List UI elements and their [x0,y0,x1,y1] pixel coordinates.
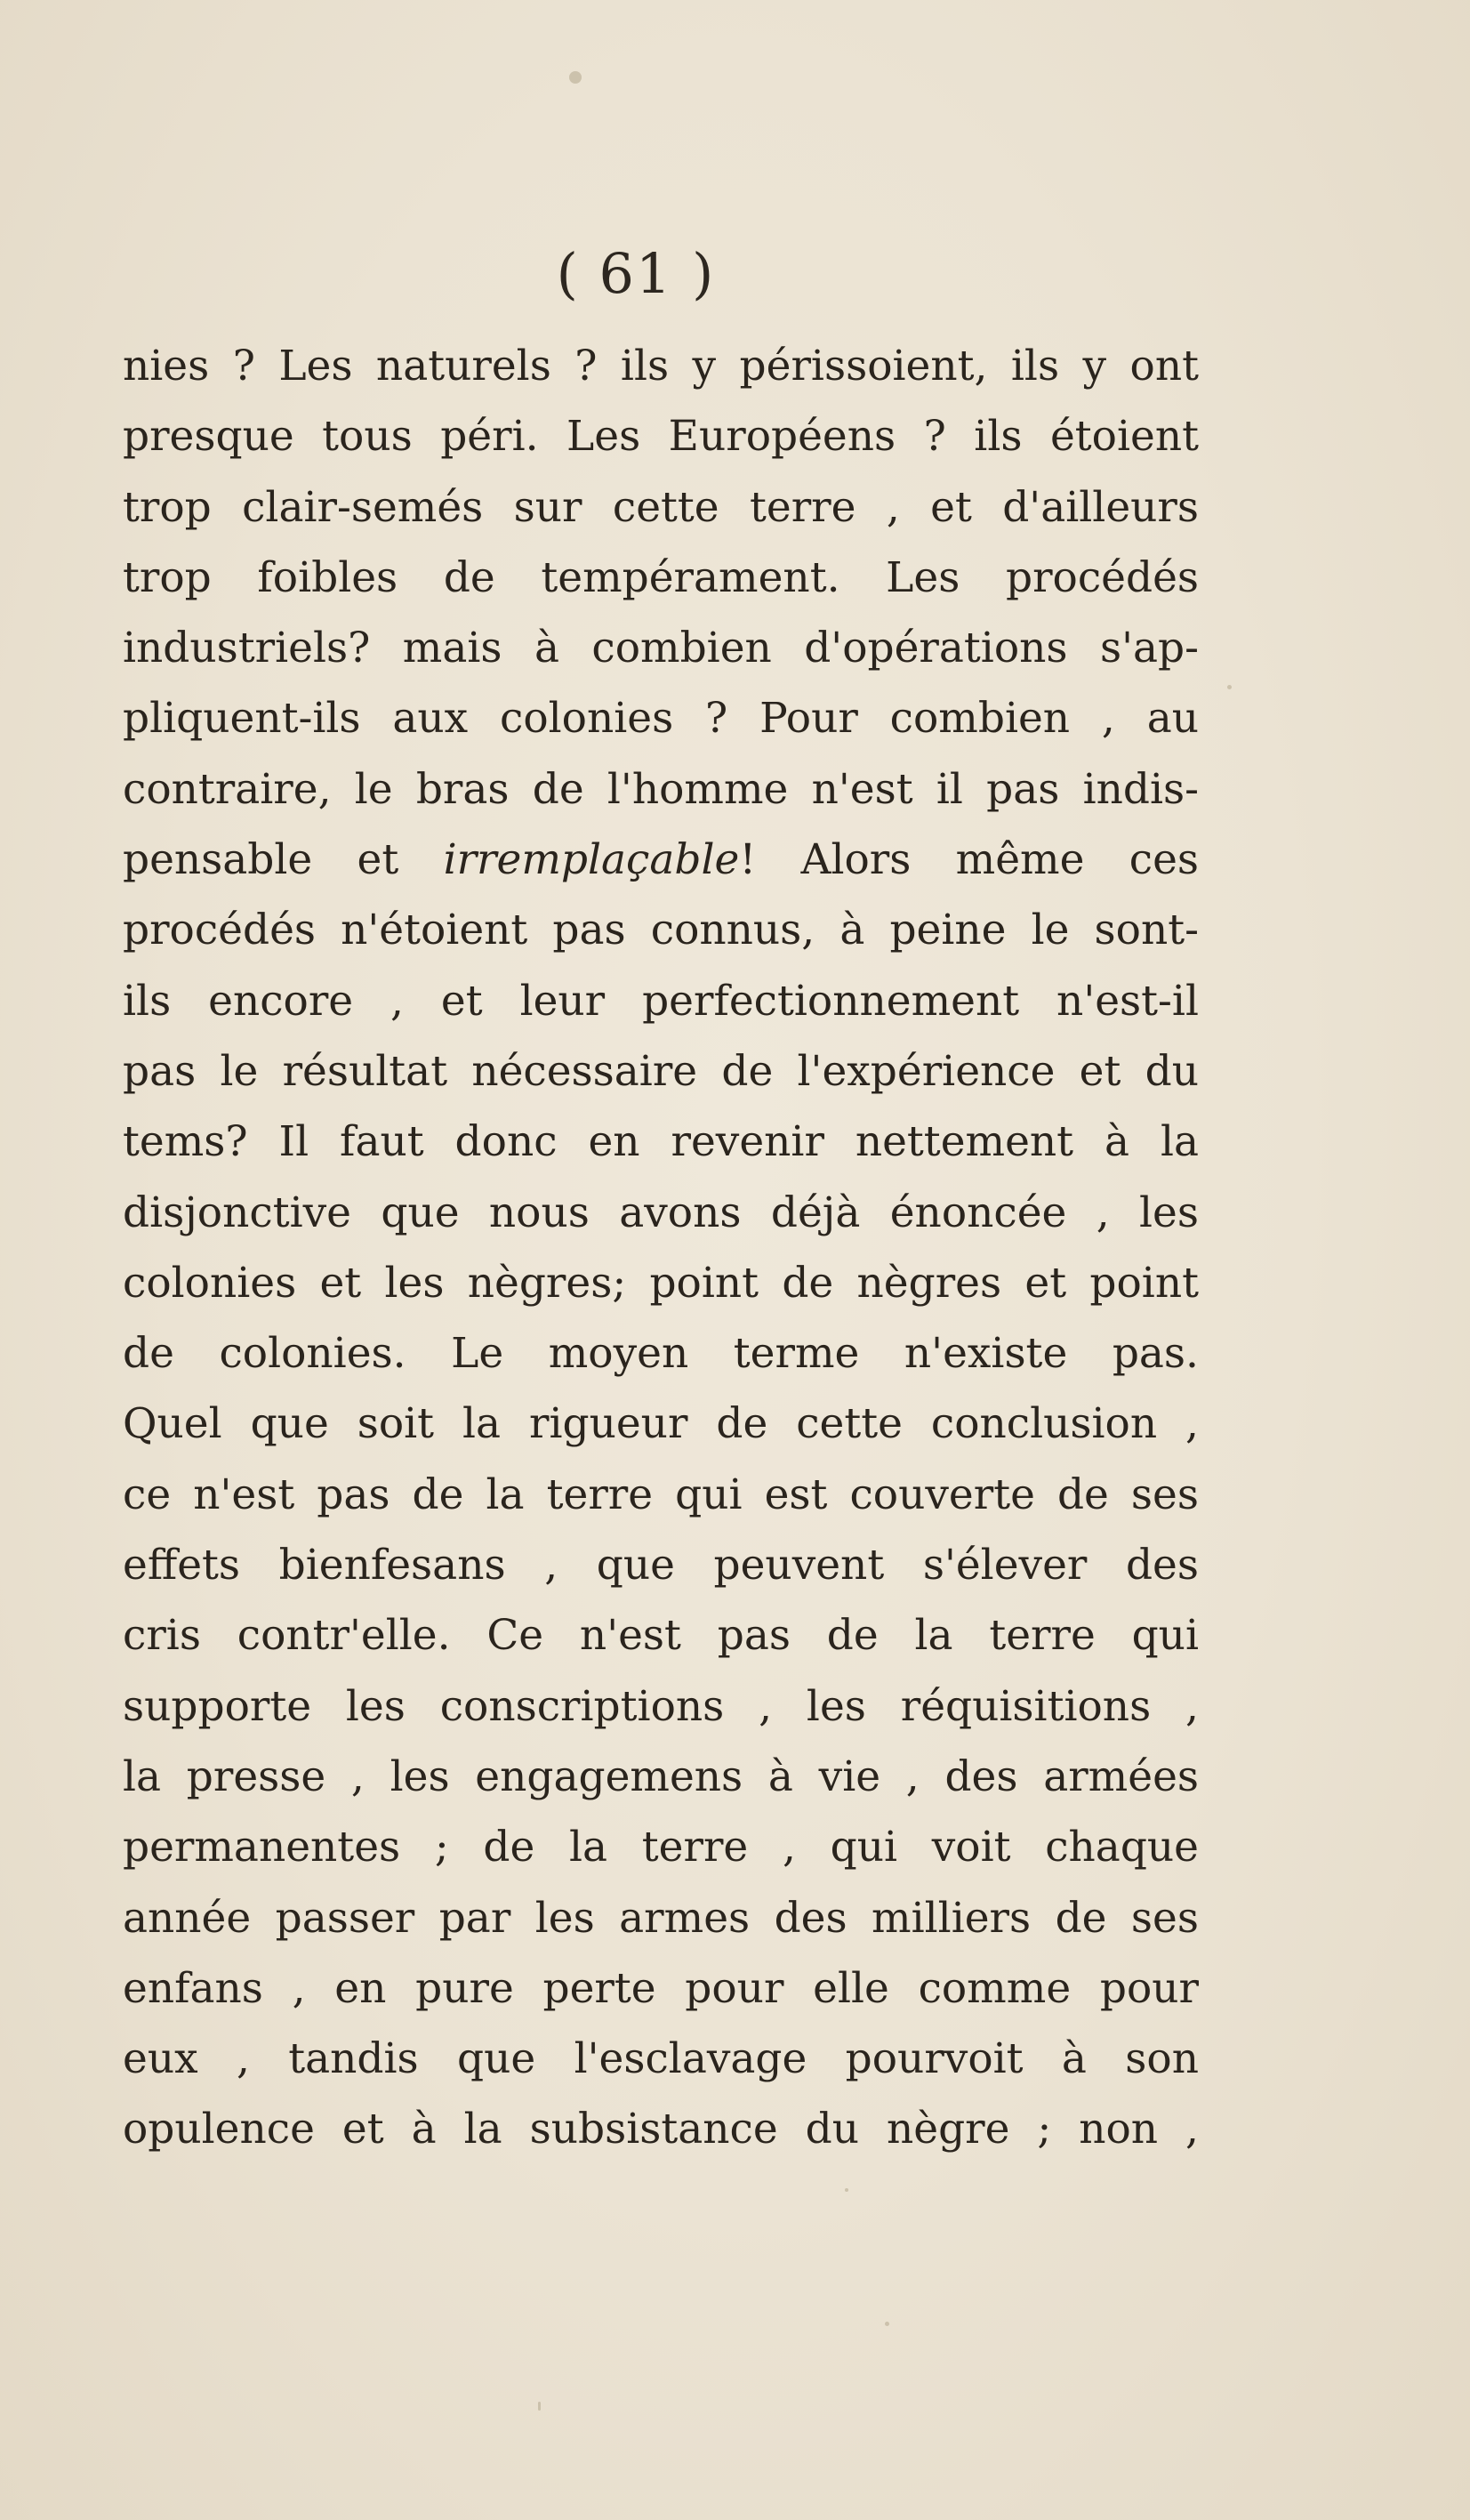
text-line: de colonies. Le moyen terme n'existe pas. [123,1329,1199,1379]
text-line: pliquent-ils aux colonies ? Pour combien , au [123,694,1199,744]
text-line: supporte les conscriptions , les réquisitions , [123,1681,1199,1731]
italic-emphasis: irremplaçable [443,835,740,885]
text-line: enfans , en pure perte pour elle comme pour [123,1963,1199,2013]
text-line: pas le résultat nécessaire de l'expérience et du [123,1046,1199,1096]
body-text [123,331,1199,2165]
text-line: disjonctive que nous avons déjà énoncée , les [123,1188,1199,1237]
text-line: eux , tandis que l'esclavage pourvoit à son [123,2034,1199,2084]
text-line: permanentes ; de la terre , qui voit chaque [123,1823,1199,1872]
text-line: contraire, le bras de l'homme n'est il pas indis- [123,764,1199,814]
text-line: ils encore , et leur perfectionnement n'est-il [123,976,1199,1026]
text-line: trop foibles de tempérament. Les procédés [123,552,1199,602]
text-line: procédés n'étoient pas connus, à peine le sont- [123,906,1199,955]
paper-speck [885,2322,889,2326]
text-segment: ! Alors même ces [739,835,1200,885]
text-line: presque tous péri. Les Européens ? ils étoient [123,412,1199,462]
text-line [123,825,1199,895]
text-line: Quel que soit la rigueur de cette conclusion , [123,1399,1199,1449]
text-line: nies ? Les naturels ? ils y périssoient, ils y ont [123,342,1199,390]
text-line: la presse , les engagemens à vie , des armées [123,1751,1199,1801]
paper-speck [569,71,582,84]
text-line: opulence et à la subsistance du nègre ; non , [123,2105,1199,2154]
text-line: industriels? mais à combien d'opérations s'ap- [123,624,1199,673]
text-line: effets bienfesans , que peuvent s'élever des [123,1541,1199,1590]
text-line: ce n'est pas de la terre qui est couverte de ses [123,1469,1199,1519]
page-number: ( 61 ) [556,241,716,306]
paper-speck [845,2188,848,2192]
text-line: trop clair-semés sur cette terre , et d'ailleurs [123,482,1199,532]
text-segment: pensable et [123,835,444,885]
text-line: colonies et les nègres; point de nègres et point [123,1258,1199,1308]
paper-speck [1227,685,1232,689]
text-line: cris contr'elle. Ce n'est pas de la terre qui [123,1611,1199,1661]
text-line: année passer par les armes des milliers de ses [123,1893,1199,1943]
paper-speck [538,2402,541,2411]
text-line: tems? Il faut donc en revenir nettement à la [123,1117,1199,1167]
